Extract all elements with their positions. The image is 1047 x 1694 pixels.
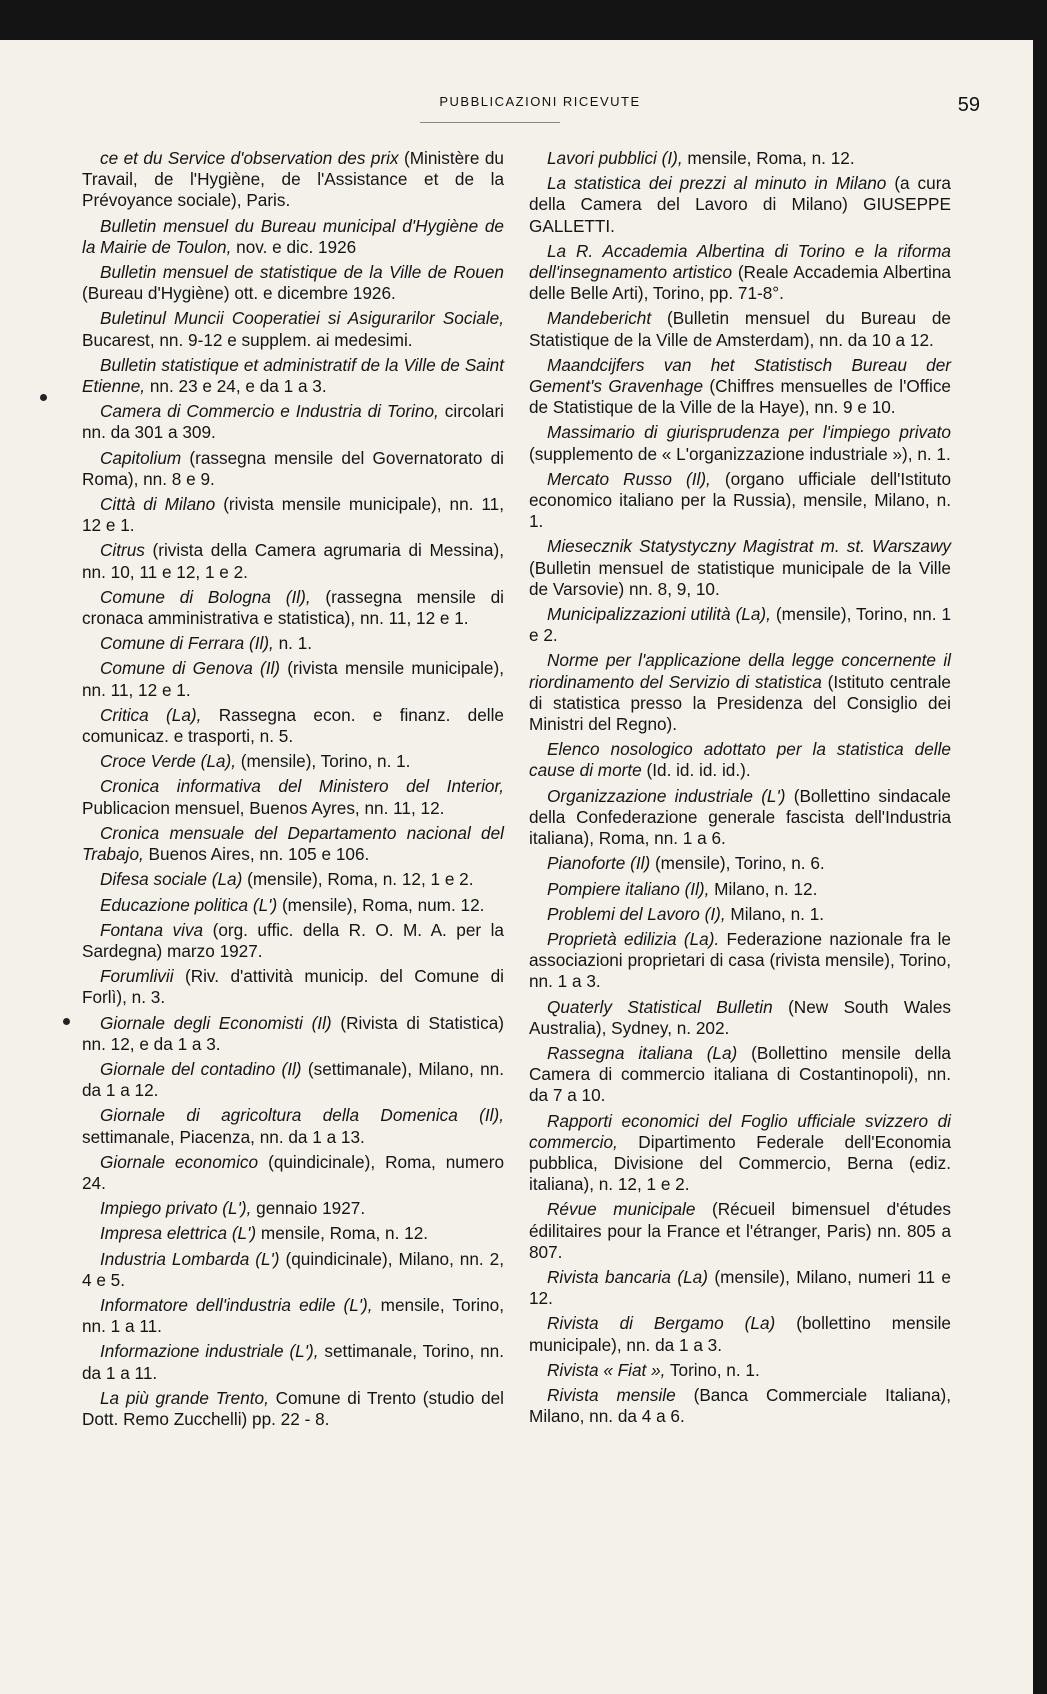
- publication-entry: [82, 308, 504, 350]
- scan-top-edge: [0, 0, 1047, 40]
- publication-details: (quindicinale), Milano, nn. 2, 4 e 5.: [82, 1248, 504, 1290]
- publication-entry: [529, 1267, 951, 1309]
- publication-details: (quindicinale), Roma, numero 24.: [82, 1151, 505, 1193]
- publication-details: (supplemento de « L'organizzazione industriale »), n. 1.: [529, 443, 951, 464]
- publication-title: Critica (La),: [100, 704, 202, 725]
- publication-entry: [82, 1152, 504, 1194]
- page-number: 59: [957, 94, 980, 116]
- publication-title: Problemi del Lavoro (I),: [547, 903, 726, 924]
- running-header: PUBBLICAZIONI RICEVUTE: [439, 94, 641, 109]
- publication-details: Buenos Aires, nn. 105 e 106.: [143, 844, 370, 865]
- publication-title: Comune di Genova (Il): [100, 658, 281, 679]
- publication-entry: [82, 823, 504, 865]
- publication-details: Bucarest, nn. 9-12 e supplem. ai medesimi.: [82, 329, 413, 350]
- publication-details: n. 1.: [273, 633, 313, 654]
- publication-details: (mensile), Roma, n. 12, 1 e 2.: [242, 869, 474, 890]
- publication-details: (Bulletin mensuel de statistique municipale de la Ville de Varsovie) nn. 8, 9, 10.: [529, 557, 951, 599]
- publication-details: Comune di Trento (studio del Dott. Remo Zucchelli) pp. 22 - 8.: [82, 1387, 505, 1429]
- publication-title: Mandebericht: [547, 308, 652, 329]
- header-rule: [420, 122, 560, 123]
- publication-entry: [529, 879, 951, 900]
- publication-title: Citrus: [100, 540, 145, 561]
- publication-entry: [529, 536, 951, 600]
- publication-details: nov. e dic. 1926: [231, 236, 357, 257]
- left-column: [82, 148, 504, 1434]
- publication-entry: [82, 658, 504, 700]
- publication-entry: [82, 705, 504, 747]
- publication-details: Milano, n. 12.: [709, 878, 818, 899]
- publication-details: (Istituto centrale di statistica presso la Presidenza del Consiglio dei Ministri del Regno).: [529, 671, 951, 735]
- publication-entry: [529, 1111, 951, 1196]
- publication-details: nn. 23 e 24, e da 1 a 3.: [145, 376, 327, 397]
- publication-title: Rivista bancaria (La): [547, 1266, 708, 1287]
- publication-title: Educazione politica (L'): [100, 894, 278, 915]
- publication-title: Pianoforte (Il): [547, 853, 651, 874]
- margin-dot: [40, 394, 47, 401]
- publication-title: Miesecznik Statystyczny Magistrat m. st. Warszawy: [547, 536, 951, 557]
- publication-details: (Reale Accademia Albertina delle Belle Arti), Torino, pp. 71-8°.: [529, 262, 951, 304]
- publication-title: Croce Verde (La),: [100, 751, 236, 772]
- publication-details: (New South Wales Australia), Sydney, n. 202.: [529, 996, 951, 1038]
- publication-title: Bulletin mensuel de statistique de la Ville de Rouen: [100, 262, 504, 283]
- publication-details: Federazione nazionale fra le associazioni proprietari di casa (rivista mensile), Torino, nn. 1 a 3.: [529, 928, 951, 992]
- publication-entry: [82, 1249, 504, 1291]
- publication-title: Capitolium: [100, 447, 182, 468]
- publication-details: (rassegna mensile di cronaca amministrativa e statistica), nn. 11, 12 e 1.: [82, 586, 505, 629]
- publication-details: (rivista della Camera agrumaria di Messina), nn. 10, 11 e 12, 1 e 2.: [82, 540, 504, 582]
- publication-entry: [82, 1059, 504, 1101]
- publication-entry: [82, 920, 504, 962]
- publication-title: Proprietà edilizia (La).: [547, 928, 720, 949]
- publication-details: (Bollettino mensile della Camera di commercio italiana di Costantinopoli), nn. da 7 a 10.: [529, 1042, 951, 1106]
- publication-title: Rivista « Fiat »,: [547, 1359, 666, 1380]
- publication-title: Comune di Ferrara (Il),: [100, 633, 274, 654]
- publication-entry: [82, 448, 504, 490]
- publication-details: mensile, Torino, nn. 1 a 11.: [82, 1294, 505, 1337]
- publication-entry: [529, 929, 951, 993]
- publication-details: (Id. id. id. id.).: [641, 760, 751, 781]
- publication-entry: [82, 1295, 504, 1337]
- publication-details: (rassegna mensile del Governatorato di Roma), nn. 8 e 9.: [82, 447, 504, 489]
- publication-entry: [82, 869, 504, 890]
- publication-title: Città di Milano: [100, 494, 216, 515]
- publication-entry: [529, 308, 951, 350]
- publication-details: (mensile), Milano, numeri 11 e 12.: [529, 1266, 951, 1309]
- publication-entry: [82, 355, 504, 397]
- publication-entry: [529, 1313, 951, 1355]
- publication-title: Municipalizzazioni utilità (La),: [547, 604, 771, 625]
- publication-details: (Rivista di Statistica) nn. 12, e da 1 a 3.: [82, 1012, 504, 1054]
- publication-title: Mercato Russo (Il),: [547, 468, 711, 489]
- publication-entry: [82, 1341, 504, 1383]
- publication-entry: [529, 148, 951, 169]
- publication-title: Forumlivii: [100, 966, 174, 987]
- publication-entry: [529, 1043, 951, 1107]
- publication-entry: [529, 997, 951, 1039]
- publication-entry: [82, 216, 504, 258]
- publication-title: Giornale del contadino (Il): [100, 1058, 302, 1079]
- publication-title: Cronica informativa del Ministero del Interior,: [100, 776, 504, 797]
- publication-title: Impiego privato (L'),: [100, 1198, 252, 1219]
- publication-entry: [82, 401, 504, 443]
- publication-title: Massimario di giurisprudenza per l'impiego privato: [547, 422, 951, 443]
- publication-entry: [529, 853, 951, 874]
- margin-dot: [63, 1018, 70, 1025]
- publication-entry: [529, 1199, 951, 1263]
- publication-title: Camera di Commercio e Industria di Torino,: [100, 401, 439, 422]
- publication-entry: [82, 1105, 504, 1147]
- publication-title: Industria Lombarda (L'): [100, 1248, 280, 1269]
- publication-details: (Récueil bimensuel d'études édilitaires pour la France et l'étranger, Paris) nn. 805 a 807.: [529, 1199, 952, 1262]
- publication-title: Rivista mensile: [547, 1384, 676, 1405]
- publication-entry: [529, 355, 951, 419]
- publication-entry: [529, 650, 951, 735]
- publication-details: (mensile), Torino, n. 1.: [235, 751, 411, 772]
- publication-title: La R. Accademia Albertina di Torino e la riforma dell'insegnamento artistico: [529, 240, 951, 283]
- publication-title: Rapporti economici del Foglio ufficiale svizzero di commercio,: [529, 1110, 951, 1152]
- publication-title: Révue municipale: [547, 1199, 696, 1220]
- publication-details: (Banca Commerciale Italiana), Milano, nn. da 4 a 6.: [529, 1384, 951, 1427]
- publication-title: Fontana viva: [100, 919, 204, 940]
- publication-entry: [529, 241, 951, 305]
- publication-title: Maandcijfers van het Statistisch Bureau der Gement's Gravenhage: [529, 354, 951, 397]
- publication-title: Difesa sociale (La): [100, 869, 243, 890]
- publication-details: (Chiffres mensuelles de l'Office de Statistique de la Ville de la Haye), nn. 9 e 10.: [529, 376, 951, 418]
- publication-details: Rassegna econ. e finanz. delle comunicaz. e trasporti, n. 5.: [82, 704, 504, 747]
- publication-entry: [82, 895, 504, 916]
- publication-details: settimanale, Piacenza, nn. da 1 a 13.: [82, 1126, 365, 1147]
- publication-entry: [529, 604, 951, 646]
- publication-details: (settimanale), Milano, nn. da 1 a 12.: [82, 1058, 504, 1101]
- publication-details: Publicacion mensuel, Buenos Ayres, nn. 11, 12.: [82, 797, 445, 818]
- publication-entry: [82, 751, 504, 772]
- publication-details: (rivista mensile municipale), nn. 11, 12 e 1.: [82, 658, 504, 700]
- publication-title: Rivista di Bergamo (La): [547, 1313, 776, 1334]
- publication-entry: [529, 739, 951, 781]
- publication-title: Buletinul Muncii Cooperatiei si Asigurarilor Sociale,: [100, 308, 504, 329]
- publication-title: Organizzazione industriale (L'): [547, 785, 786, 806]
- publication-details: Torino, n. 1.: [665, 1359, 760, 1380]
- publication-entry: [82, 1388, 504, 1430]
- publication-entry: [82, 633, 504, 654]
- publication-details: Dipartimento Federale dell'Economia pubblica, Divisione del Commercio, Berna (ediz. italiana), n. 12, 1 e 2.: [529, 1131, 951, 1195]
- publication-details: (rivista mensile municipale), nn. 11, 12 e 1.: [82, 494, 504, 536]
- publication-title: Impresa elettrica (L'): [100, 1223, 257, 1244]
- publication-entry: [529, 1385, 951, 1427]
- publication-details: (Ministère du Travail, de l'Hygiène, de l'Assistance et de la Prévoyance sociale), Paris.: [82, 148, 504, 211]
- publication-title: Cronica mensuale del Departamento nacional del Trabajo,: [82, 822, 504, 865]
- publication-details: mensile, Roma, n. 12.: [256, 1223, 429, 1244]
- publication-title: La più grande Trento,: [100, 1387, 269, 1408]
- publication-details: (organo ufficiale dell'Istituto economico italiano per la Russia), mensile, Milano, n. 1.: [529, 468, 952, 532]
- publication-details: (mensile), Torino, n. 6.: [650, 853, 825, 874]
- publication-title: Bulletin mensuel du Bureau municipal d'Hygiène de la Mairie de Toulon,: [82, 215, 504, 257]
- publication-entry: [82, 776, 504, 818]
- publication-title: Bulletin statistique et administratif de la Ville de Saint Etienne,: [82, 354, 504, 397]
- publication-details: (bollettino mensile municipale), nn. da 1 a 3.: [529, 1313, 951, 1355]
- publication-details: mensile, Roma, n. 12.: [682, 148, 855, 168]
- publication-details: (mensile), Roma, num. 12.: [277, 894, 485, 915]
- publication-details: (mensile), Torino, nn. 1 e 2.: [529, 604, 952, 646]
- publication-details: (Riv. d'attività municip. del Comune di Forlì), n. 3.: [82, 966, 504, 1008]
- publication-details: settimanale, Torino, nn. da 1 a 11.: [82, 1341, 505, 1383]
- publication-details: circolari nn. da 301 a 309.: [82, 401, 505, 443]
- publication-details: Milano, n. 1.: [725, 903, 825, 924]
- scan-right-edge: [1033, 0, 1047, 1694]
- publication-entry: [82, 262, 504, 304]
- publication-title: Comune di Bologna (Il),: [100, 586, 311, 607]
- publication-details: gennaio 1927.: [251, 1198, 366, 1219]
- publication-details: (a cura della Camera del Lavoro di Milano) GIUSEPPE GALLETTI.: [529, 173, 951, 236]
- publication-entry: [529, 786, 951, 850]
- publication-title: Rassegna italiana (La): [547, 1042, 738, 1063]
- publication-entry: [529, 1360, 951, 1381]
- publication-entry: [82, 1198, 504, 1219]
- publication-details: (Bureau d'Hygiène) ott. e dicembre 1926.: [82, 283, 396, 304]
- publication-title: Lavori pubblici (I),: [547, 148, 683, 168]
- publication-details: (Bollettino sindacale della Confederazione generale fascista dell'Industria italiana), Roma, nn. 1 a 6.: [529, 785, 951, 849]
- publication-entry: [82, 148, 504, 212]
- publication-entry: [82, 494, 504, 536]
- publication-entry: [82, 1223, 504, 1244]
- publication-title: Giornale degli Economisti (Il): [100, 1012, 332, 1033]
- publication-entry: [82, 540, 504, 582]
- publication-title: La statistica dei prezzi al minuto in Milano: [547, 173, 887, 194]
- publication-title: ce et du Service d'observation des prix: [100, 148, 399, 168]
- publication-title: Giornale di agricoltura della Domenica (Il),: [100, 1105, 504, 1126]
- publication-details: (org. uffic. della R. O. M. A. per la Sardegna) marzo 1927.: [82, 919, 504, 961]
- publication-details: (Bulletin mensuel du Bureau de Statistique de la Ville de Amsterdam), nn. da 10 a 12.: [529, 308, 951, 350]
- publication-title: Pompiere italiano (Il),: [547, 878, 710, 899]
- publication-title: Quaterly Statistical Bulletin: [547, 996, 773, 1017]
- publication-entry: [529, 173, 951, 237]
- publication-entry: [82, 587, 504, 629]
- publication-entry: [529, 904, 951, 925]
- publication-title: Norme per l'applicazione della legge concernente il riordinamento del Servizio di statistica: [529, 650, 951, 692]
- publication-entry: [529, 422, 951, 464]
- publication-title: Elenco nosologico adottato per la statistica delle cause di morte: [529, 739, 951, 781]
- right-column: [529, 148, 951, 1431]
- publication-title: Informatore dell'industria edile (L'),: [100, 1294, 373, 1315]
- publication-entry: [82, 966, 504, 1008]
- publication-entry: [82, 1013, 504, 1055]
- publication-title: Informazione industriale (L'),: [100, 1341, 319, 1362]
- publication-title: Giornale economico: [100, 1151, 259, 1172]
- publication-entry: [529, 469, 951, 533]
